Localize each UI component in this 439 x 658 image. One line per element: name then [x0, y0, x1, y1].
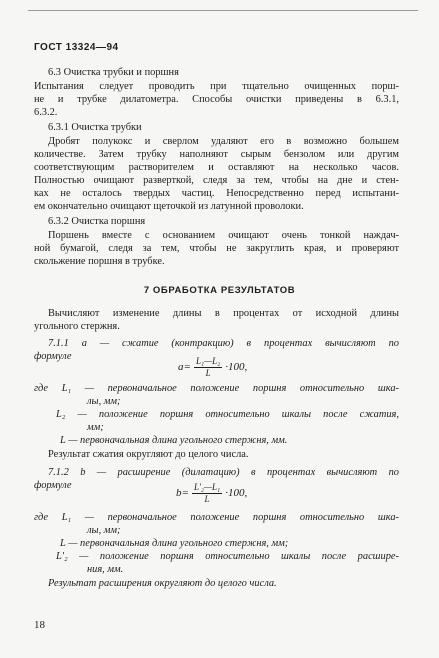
formula-compression [178, 356, 247, 379]
paragraph-line: не и трубке дилатометра. Способы очистки приведены в 6.3.1, [34, 94, 399, 105]
running-header: ГОСТ 13324—94 [34, 42, 119, 53]
formula-lhs: a= [178, 361, 191, 374]
definition-line: L — первоначальная длина угольного стержня, мм; [60, 538, 289, 549]
formula-numerator: L₁—L₂ [195, 356, 221, 366]
formula-denominator: L [204, 494, 210, 504]
paragraph-line: формуле [34, 480, 72, 491]
formula-fraction [194, 356, 222, 379]
definition-line: L′₂ — положение поршня относительно шкалы после расшире- [56, 551, 399, 562]
formula-expansion [176, 482, 247, 505]
definition-line: L — первоначальная длина угольного стержня, мм. [60, 435, 288, 446]
section-6-3-1-heading: 6.3.1 Очистка трубки [48, 122, 142, 133]
paragraph-line: 7.1.1 a — сжатие (контракцию) в процентах вычисляют по [48, 338, 399, 349]
paragraph-line: Дробят полукокс и сверлом удаляют его в возможно большем [48, 136, 399, 147]
paragraph-line: Полностью очищают разверткой, следя за тем, чтобы на дне и стен- [34, 175, 399, 186]
paragraph-line: ной бумагой, следя за тем, чтобы не закруглить края, и проверяют [34, 243, 399, 254]
paragraph-line: ках не осталось твердых частиц. Непосредственно перед испытани- [34, 188, 399, 199]
paragraph-line: скольжение поршня в трубке. [34, 256, 165, 267]
formula-rhs: ·100, [225, 487, 248, 500]
section-6-3-heading: 6.3 Очистка трубки и поршня [48, 67, 179, 78]
paragraph-line: ем окончательно очищают щеточкой из латунной проволоки. [34, 201, 304, 212]
section-7-title: 7 ОБРАБОТКА РЕЗУЛЬТАТОВ [143, 285, 296, 296]
definition-line: где L₁ — первоначальное положение поршня относительно шка- [34, 383, 399, 394]
formula-denominator: L [205, 368, 211, 378]
formula-fraction [192, 482, 222, 505]
paragraph-line: соответствующим растворителем и оставляют на несколько часов. [34, 162, 399, 173]
paragraph-line: Вычисляют изменение длины в процентах от исходной длины [48, 308, 399, 319]
paragraph-line: угольного стержня. [34, 321, 120, 332]
section-6-3-2-heading: 6.3.2 Очистка поршня [48, 216, 146, 227]
paragraph-line: Результат расширения округляют до целого числа. [48, 578, 277, 589]
paragraph-line: Испытания следует проводить при тщательно очищенных порш- [34, 81, 399, 92]
formula-numerator: L′₂—L₁ [193, 482, 221, 492]
paragraph-line: 7.1.2 b — расширение (дилатацию) в процентах вычисляют по [48, 467, 399, 478]
formula-rhs: ·100, [225, 361, 248, 374]
formula-lhs: b= [176, 487, 189, 500]
top-rule [28, 10, 418, 11]
definition-line: L₂ — положение поршня относительно шкалы после сжатия, [56, 409, 399, 420]
definition-line: лы, мм; [87, 525, 121, 536]
paragraph-line: Результат сжатия округляют до целого числа. [48, 449, 249, 460]
paragraph-line: 6.3.2. [34, 107, 58, 118]
definition-line: ния, мм. [87, 564, 124, 575]
definition-line: лы, мм; [87, 396, 121, 407]
paragraph-line: количестве. Затем трубку наполняют сырым бензолом или другим [34, 149, 399, 160]
paragraph-line: Поршень вместе с основанием очищают очень тонкой наждач- [48, 230, 399, 241]
page-number: 18 [34, 619, 45, 631]
definition-line: где L₁ — первоначальное положение поршня относительно шка- [34, 512, 399, 523]
paragraph-line: формуле [34, 351, 72, 362]
definition-line: мм; [87, 422, 104, 433]
